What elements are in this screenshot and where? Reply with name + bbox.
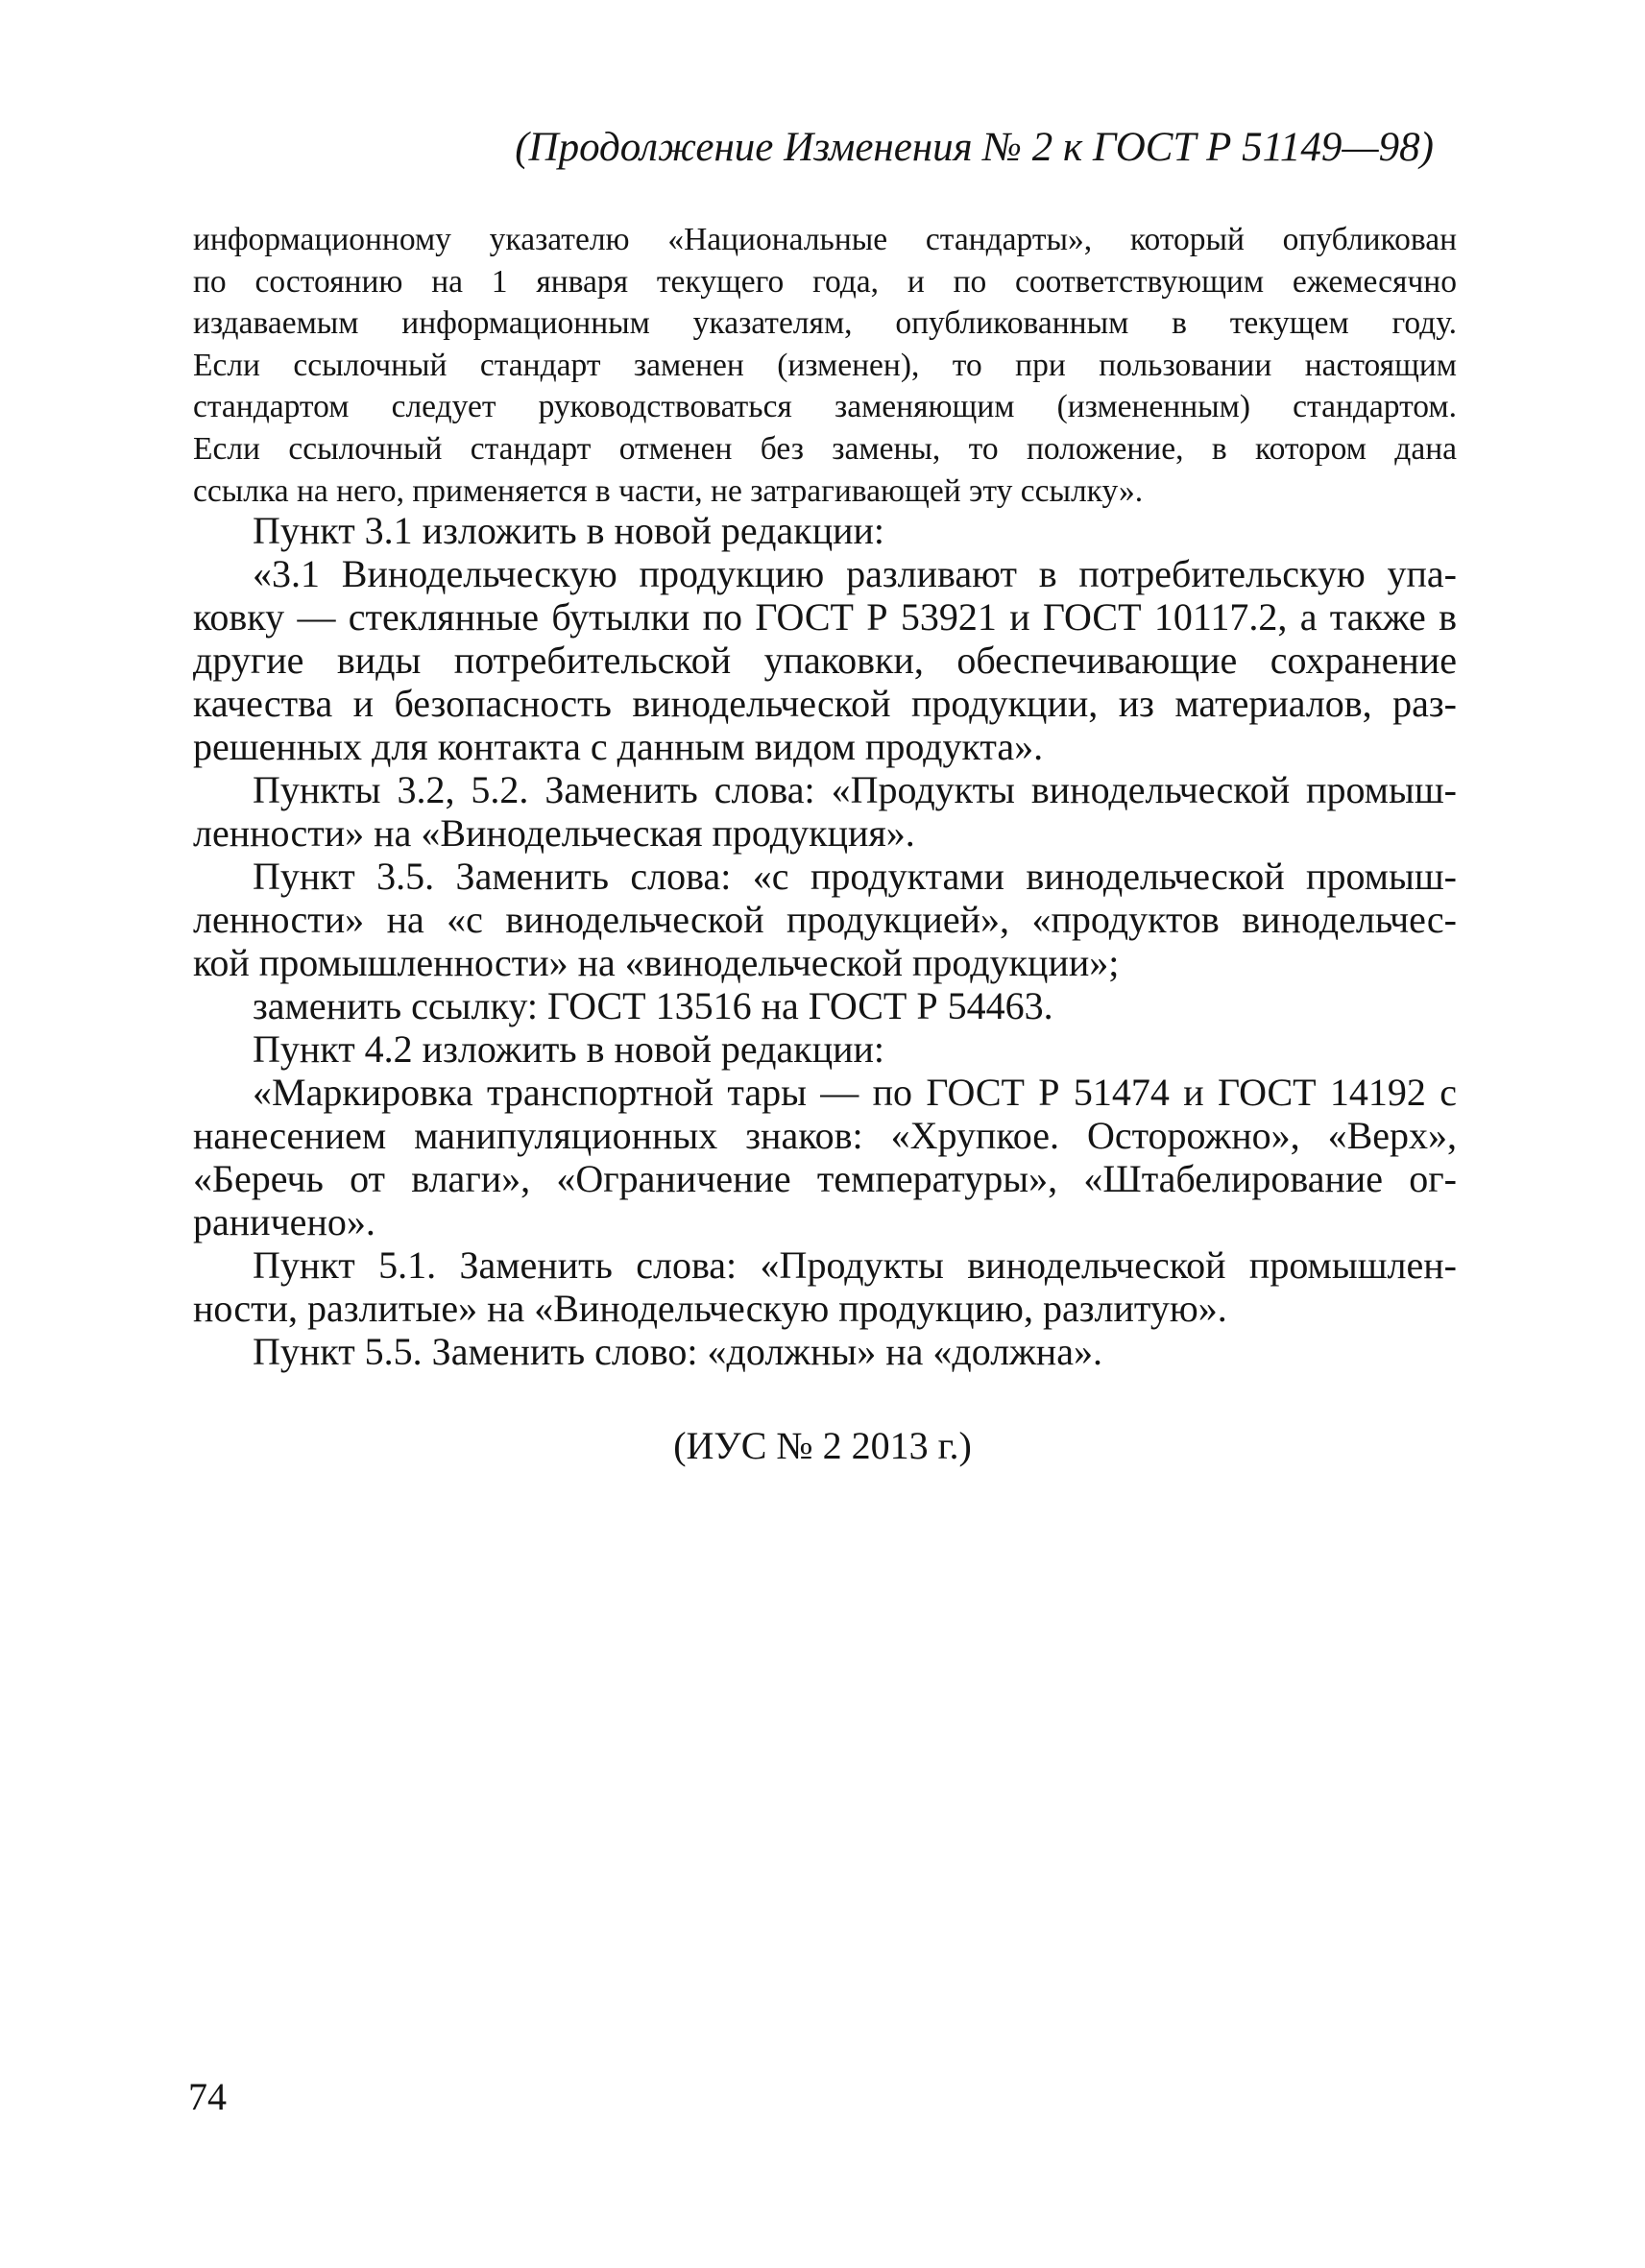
- text-line: издаваемым информационным указателям, опубликованным в текущем году.: [193, 305, 1457, 342]
- text-line: Если ссылочный стандарт отменен без замены, то положение, в котором дана: [193, 430, 1457, 467]
- text-line: кой промышленности» на «винодельческой продукции»;: [193, 941, 1120, 984]
- amendments-body: [193, 509, 1457, 1373]
- intro-paragraph: [193, 219, 1457, 512]
- text-line: ленности» на «Винодельческая продукция».: [193, 811, 915, 855]
- text-line: решенных для контакта с данным видом продукта».: [193, 725, 1044, 768]
- text-line: по состоянию на 1 января текущего года, и по соответствующим ежемесячно: [193, 263, 1457, 300]
- text-line: «Беречь от влаги», «Ограничение температуры», «Штабелирование ог-: [193, 1157, 1457, 1200]
- text-line: Если ссылочный стандарт заменен (изменен), то при пользовании настоящим: [193, 347, 1457, 383]
- text-line: качества и безопасность винодельческой продукции, из материалов, раз-: [193, 682, 1457, 725]
- amendment-item-3-5: Пункт 3.5. Заменить слова: «с продуктами винодельческой промыш-: [253, 855, 1457, 898]
- amendment-item-3-5-reference: заменить ссылку: ГОСТ 13516 на ГОСТ Р 54463.: [253, 984, 1053, 1027]
- page-header-title: (Продолжение Изменения № 2 к ГОСТ Р 51149—98): [515, 125, 1434, 170]
- amendment-item-5-1: Пункт 5.1. Заменить слова: «Продукты винодельческой промышлен-: [253, 1243, 1457, 1287]
- text-line: ности, разлитые» на «Винодельческую продукцию, разлитую».: [193, 1287, 1227, 1330]
- amendment-item-3-1-heading: Пункт 3.1 изложить в новой редакции:: [253, 509, 885, 552]
- text-line: ковку — стеклянные бутылки по ГОСТ Р 53921 и ГОСТ 10117.2, а также в: [193, 595, 1457, 639]
- text-line: другие виды потребительской упаковки, обеспечивающие сохранение: [193, 639, 1457, 682]
- amendment-item-3-1-text: «3.1 Винодельческую продукцию разливают в потребительскую упа-: [253, 552, 1457, 595]
- text-line: раничено».: [193, 1200, 375, 1243]
- text-line: нанесением манипуляционных знаков: «Хрупкое. Осторожно», «Верх»,: [193, 1114, 1457, 1157]
- page-number: 74: [188, 2075, 227, 2118]
- ius-reference: (ИУС № 2 2013 г.): [673, 1424, 972, 1467]
- amendment-item-3-2: Пункты 3.2, 5.2. Заменить слова: «Продукты винодельческой промыш-: [253, 768, 1457, 811]
- text-line: ленности» на «с винодельческой продукцией», «продуктов винодельчес-: [193, 898, 1457, 941]
- amendment-item-5-5: Пункт 5.5. Заменить слово: «должны» на «должна».: [253, 1330, 1102, 1373]
- text-line: стандартом следует руководствоваться заменяющим (измененным) стандартом.: [193, 389, 1457, 425]
- text-line: информационному указателю «Национальные стандарты», который опубликован: [193, 222, 1457, 257]
- amendment-item-4-2-text: «Маркировка транспортной тары — по ГОСТ Р 51474 и ГОСТ 14192 с: [253, 1071, 1457, 1114]
- text-line: ссылка на него, применяется в части, не затрагивающей эту ссылку».: [193, 472, 1144, 509]
- amendment-item-4-2-heading: Пункт 4.2 изложить в новой редакции:: [253, 1027, 885, 1071]
